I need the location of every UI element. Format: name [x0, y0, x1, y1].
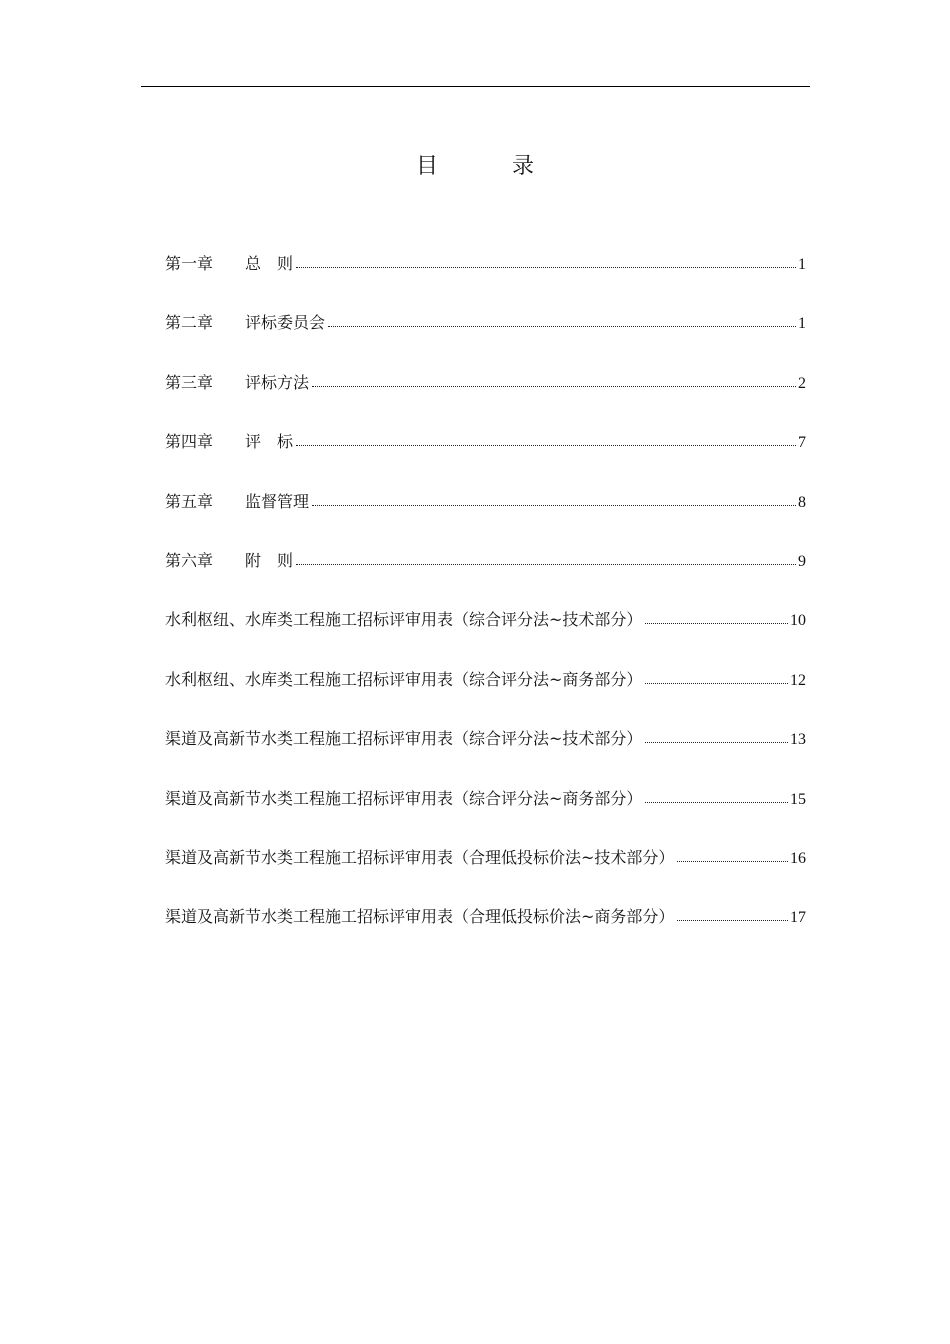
table-of-contents: [165, 249, 806, 962]
toc-entry-label: 渠道及高新节水类工程施工招标评审用表（合理低投标价法~技术部分）: [165, 847, 675, 867]
dot-leader: [296, 563, 796, 565]
toc-entry-label: 监督管理: [245, 491, 310, 511]
toc-page-number: 17: [790, 909, 806, 927]
toc-chapter-number: 第二章: [165, 313, 214, 333]
toc-entry-chapter-6[interactable]: [165, 546, 806, 605]
dot-leader: [677, 919, 788, 921]
toc-entry-chapter-2[interactable]: [165, 308, 806, 367]
toc-entry-chapter-4[interactable]: [165, 427, 806, 486]
dot-leader: [645, 741, 788, 743]
toc-entry-chapter-3[interactable]: [165, 368, 806, 427]
toc-entry-label: 评标委员会: [245, 313, 326, 333]
toc-chapter-number: 第五章: [165, 491, 214, 511]
dot-leader: [296, 444, 796, 446]
toc-chapter-number: 第三章: [165, 372, 214, 392]
toc-chapter-number: 第六章: [165, 550, 214, 570]
toc-page-number: 9: [798, 552, 806, 570]
toc-entry-label: 渠道及高新节水类工程施工招标评审用表（综合评分法~商务部分）: [165, 788, 643, 808]
toc-entry-label: 附 则: [245, 550, 294, 570]
toc-entry-label: 评标方法: [245, 372, 310, 392]
toc-page-number: 10: [790, 612, 806, 630]
dot-leader: [645, 682, 788, 684]
toc-entry-appendix-table-6[interactable]: [165, 902, 806, 961]
toc-entry-chapter-1[interactable]: [165, 249, 806, 308]
toc-entry-label: 渠道及高新节水类工程施工招标评审用表（综合评分法~技术部分）: [165, 729, 643, 749]
toc-title: 目 录: [415, 154, 560, 179]
toc-entry-chapter-5[interactable]: [165, 487, 806, 546]
dot-leader: [328, 325, 796, 327]
toc-entry-label: 水利枢纽、水库类工程施工招标评审用表（综合评分法~商务部分）: [165, 669, 643, 689]
toc-page-number: 2: [798, 374, 806, 392]
dot-leader: [312, 504, 796, 506]
toc-entry-appendix-table-3[interactable]: [165, 724, 806, 783]
toc-page-number: 15: [790, 790, 806, 808]
toc-chapter-number: 第一章: [165, 254, 214, 273]
toc-entry-label: 渠道及高新节水类工程施工招标评审用表（合理低投标价法~商务部分）: [165, 907, 675, 927]
header-rule: [141, 86, 810, 87]
toc-entry-label: 总 则: [245, 254, 294, 273]
toc-entry-appendix-table-4[interactable]: [165, 784, 806, 843]
dot-leader: [296, 266, 796, 268]
toc-page-number: 1: [798, 315, 806, 333]
dot-leader: [312, 385, 796, 387]
toc-entry-appendix-table-2[interactable]: [165, 665, 806, 724]
toc-entry-appendix-table-5[interactable]: [165, 843, 806, 902]
dot-leader: [645, 801, 788, 803]
toc-entry-label: 评 标: [245, 432, 294, 452]
toc-page-number: 8: [798, 493, 806, 511]
toc-entry-label: 水利枢纽、水库类工程施工招标评审用表（综合评分法~技术部分）: [165, 610, 643, 630]
toc-page-number: 1: [798, 256, 806, 273]
toc-page-number: 13: [790, 731, 806, 749]
dot-leader: [677, 860, 788, 862]
toc-page-number: 16: [790, 849, 806, 867]
dot-leader: [645, 622, 788, 624]
toc-page-number: 12: [790, 671, 806, 689]
toc-page-number: 7: [798, 434, 806, 452]
toc-chapter-number: 第四章: [165, 432, 214, 452]
toc-entry-appendix-table-1[interactable]: [165, 605, 806, 664]
